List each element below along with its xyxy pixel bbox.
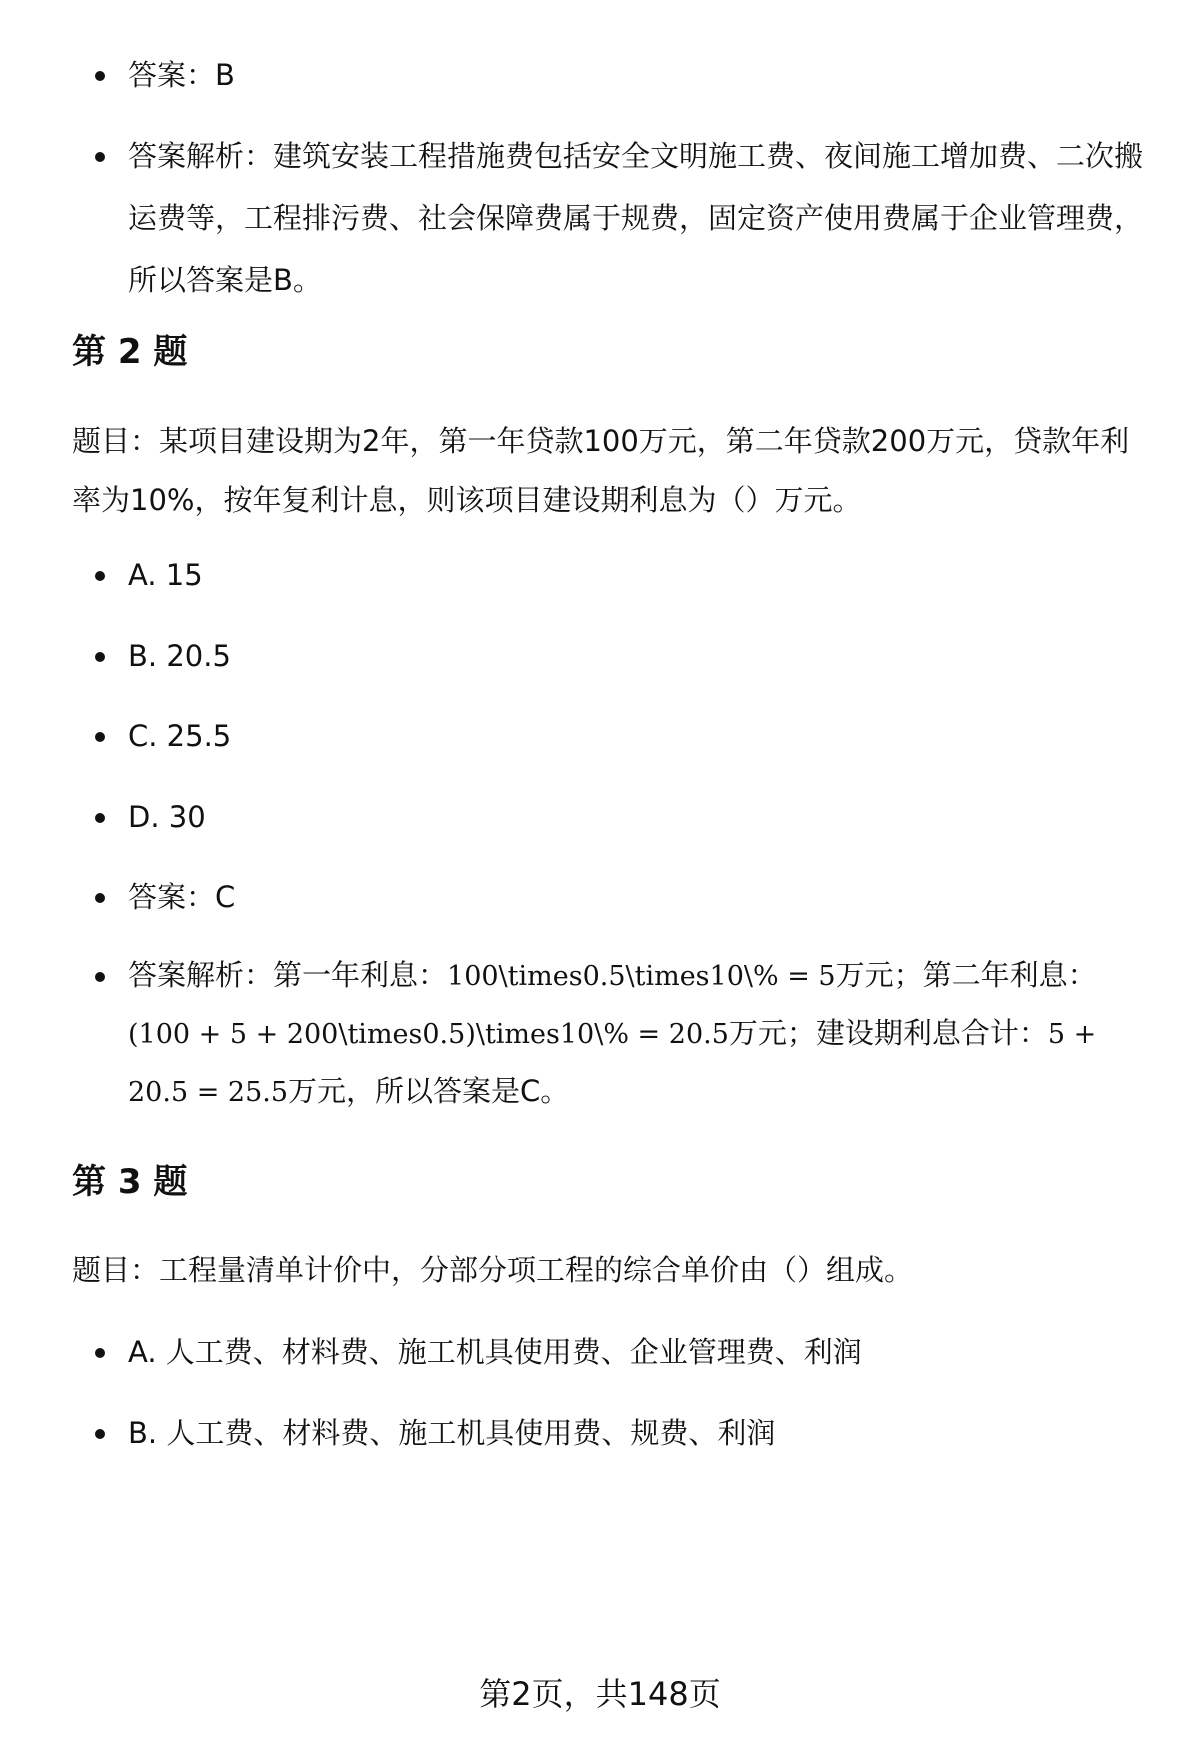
- page-indicator: 第2页，共148页: [479, 1675, 721, 1713]
- math-formula: (100 + 5 + 200\times0.5)\times10\% = 20.5: [128, 1019, 729, 1050]
- q2-question: 题目：某项目建设期为2年，第一年贷款100万元，第二年贷款200万元，贷款年利率为10%，按年复利计息，则该项目建设期利息为（）万元。: [72, 424, 1130, 517]
- option-label: A. 人工费、材料费、施工机具使用费、企业管理费、利润: [128, 1335, 862, 1369]
- explanation-text: 万元；建设期利息合计：: [728, 1016, 1048, 1050]
- bullet-icon: [95, 71, 105, 81]
- q3-option-b: [95, 1402, 1155, 1464]
- math-formula: 5 + 20.5 = 25.5: [128, 1019, 1097, 1108]
- q2-answer: 答案：C: [128, 880, 236, 914]
- bullet-icon: [95, 732, 105, 742]
- bullet-icon: [95, 652, 105, 662]
- option-label: A. 15: [128, 558, 203, 592]
- q2-option-d: [95, 786, 1155, 848]
- q2-option-b: [95, 625, 1155, 687]
- bullet-icon: [95, 893, 105, 903]
- option-label: B. 人工费、材料费、施工机具使用费、规费、利润: [128, 1416, 776, 1450]
- explanation-text: 万元；第二年利息：: [835, 958, 1097, 992]
- explanation-text: 答案解析：第一年利息：: [128, 958, 448, 992]
- bullet-icon: [95, 571, 105, 581]
- q1-explanation: 答案解析：建筑安装工程措施费包括安全文明施工费、夜间施工增加费、二次搬运费等，工程排污费、社会保障费属于规费，固定资产使用费属于企业管理费，所以答案是B。: [128, 139, 1144, 297]
- q3-question: 题目：工程量清单计价中，分部分项工程的综合单价由（）组成。: [72, 1253, 914, 1287]
- bullet-icon: [95, 972, 105, 982]
- option-label: C. 25.5: [128, 719, 232, 753]
- bullet-icon: [95, 813, 105, 823]
- option-label: B. 20.5: [128, 639, 231, 673]
- q3-option-a: [95, 1321, 1155, 1383]
- q2-explanation: [128, 947, 1155, 1121]
- bullet-icon: [95, 1348, 105, 1358]
- q2-answer-item: [95, 866, 1155, 928]
- q2-explanation-item: [95, 947, 1155, 1121]
- q3-heading: 第 3 题: [72, 1162, 188, 1202]
- q1-answer-item: [95, 44, 1155, 106]
- option-label: D. 30: [128, 800, 206, 834]
- q1-answer: 答案：B: [128, 58, 235, 92]
- explanation-text: 万元，所以答案是C。: [288, 1074, 570, 1108]
- q2-heading: 第 2 题: [72, 332, 188, 372]
- q2-option-c: [95, 705, 1155, 767]
- q1-explanation-item: [95, 125, 1155, 311]
- bullet-icon: [95, 152, 105, 162]
- math-formula: 100\times0.5\times10\% = 5: [447, 961, 836, 992]
- q2-option-a: [95, 544, 1155, 606]
- bullet-icon: [95, 1429, 105, 1439]
